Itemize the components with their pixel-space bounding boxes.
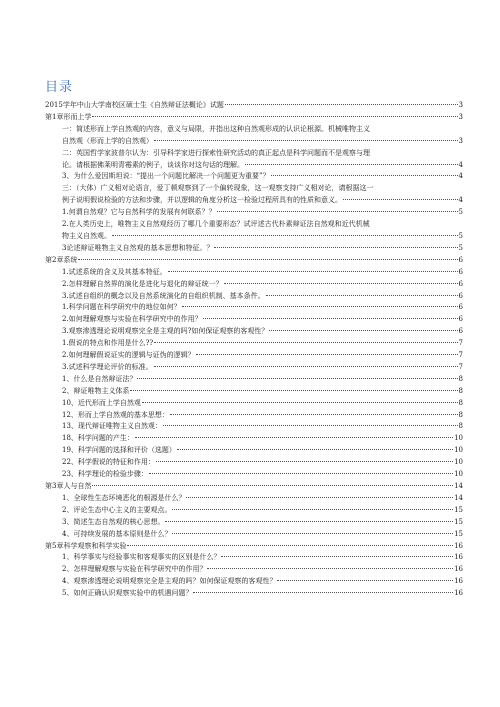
- toc-entry-page-number: 15: [454, 517, 463, 526]
- toc-entry-text: 第1章形而上学: [45, 112, 92, 121]
- toc-entry[interactable]: [45, 433, 463, 445]
- toc-entry-page-number: 7: [458, 339, 463, 348]
- toc-entry-page-number: 5: [458, 208, 463, 217]
- toc-entry-text: 22、科学假说的特征和作用：: [62, 458, 155, 467]
- toc-entry[interactable]: [45, 529, 463, 541]
- dot-leader: [154, 366, 458, 367]
- toc-entry-page-number: 8: [458, 410, 463, 419]
- toc-entry-page-number: 3: [458, 101, 463, 109]
- dot-leader: [221, 556, 453, 557]
- toc-entry[interactable]: [45, 219, 463, 243]
- toc-entry-page-number: 15: [454, 505, 463, 514]
- dot-leader: [172, 533, 453, 534]
- dot-leader: [92, 485, 453, 486]
- toc-entry-text: 1.何谓自然观？它与自然科学的发展有何联系？？: [62, 208, 216, 217]
- toc-entry-page-number: 7: [458, 362, 463, 371]
- toc-entry[interactable]: [45, 291, 463, 303]
- dot-leader: [196, 354, 458, 355]
- toc-entry[interactable]: [45, 505, 463, 517]
- dot-leader: [207, 568, 453, 569]
- toc-entry[interactable]: [45, 112, 463, 124]
- toc-entry-text: 2015学年中山大学南校区硕士生《自然辩证法概论》试题: [45, 101, 224, 109]
- toc-entry-text: 第5章科学观察和科学实验: [45, 541, 127, 550]
- toc-entry-page-number: 4: [458, 196, 463, 205]
- toc-entry[interactable]: [45, 100, 463, 112]
- toc-entry-text: 5、如何正确认识观察实验中的机遇问题？: [62, 589, 193, 598]
- toc-entry-text: 3论述辩证唯物主义自然观的基本思想和特征。？: [62, 243, 214, 252]
- toc-entry[interactable]: [45, 481, 463, 493]
- dot-leader: [92, 116, 457, 117]
- dot-leader: [156, 461, 453, 462]
- toc-entry-page-number: 8: [458, 398, 463, 407]
- toc-entry-text: 13、现代辩证唯物主义自然观：: [62, 422, 162, 431]
- toc-entry[interactable]: [45, 421, 463, 433]
- toc-entry[interactable]: [45, 243, 463, 255]
- toc-entry[interactable]: [45, 386, 463, 398]
- dot-leader: [112, 235, 458, 236]
- toc-entry-text: 1.试述系统的含义及其基本特征。: [62, 267, 167, 276]
- toc-entry-page-number: 5: [458, 243, 463, 252]
- toc-entry-text: 例子说明假说检验的方法和步骤，并以逻辑的角度分析这一检验过程所具有的性质和意义。: [62, 196, 342, 205]
- toc-entry[interactable]: [45, 362, 463, 374]
- toc-entry[interactable]: [45, 124, 463, 148]
- toc-entry[interactable]: [45, 148, 463, 172]
- toc-entry[interactable]: [45, 564, 463, 576]
- toc-entry-page-number: 3: [458, 112, 463, 121]
- toc-entry[interactable]: [45, 338, 463, 350]
- toc-entry[interactable]: [45, 267, 463, 279]
- toc-entry-text: 23、科学理论的检验步骤：: [62, 470, 148, 479]
- dot-leader: [149, 473, 453, 474]
- toc-entry-page-number: 6: [458, 291, 463, 300]
- toc-entry-page-number: 5: [458, 231, 463, 240]
- toc-entry-text: 2、怎样理解观察与实验在科学研究中的作用？: [62, 565, 207, 574]
- toc-entry-text-line1: 二：英国哲学家波普尔认为：引导科学家进行探索性研究活动的真正起点是科学问题而不是观察与理: [62, 148, 370, 157]
- toc-entry-page-number: 14: [454, 482, 463, 490]
- dot-leader: [163, 425, 458, 426]
- toc-entry-text: 12、形而上学自然观的基本思想：: [62, 410, 169, 419]
- dot-leader: [203, 318, 458, 319]
- dot-leader: [154, 140, 458, 141]
- toc-entry[interactable]: [45, 493, 463, 505]
- toc-entry[interactable]: [45, 588, 463, 600]
- toc-entry[interactable]: [45, 171, 463, 183]
- toc-entry-text: 论。请根据佛莱明青霉素的例子，谈谈你对这句话的理解。: [62, 160, 244, 169]
- toc-entry-text: 3、简述生态自然观的核心思想。: [62, 517, 165, 526]
- toc-entry-page-number: 15: [454, 529, 463, 538]
- toc-entry-text: 4、可持续发展的基本原则是什么？: [62, 529, 172, 538]
- toc-entry-page-number: 14: [454, 493, 463, 502]
- dot-leader: [142, 402, 458, 403]
- toc-entry-text: 10、近代形而上学自然观: [62, 398, 141, 407]
- toc-entry-page-number: 6: [458, 255, 463, 264]
- toc-entry-text: 1、全球性生态环境恶化的根源是什么？: [62, 493, 186, 502]
- toc-entry-text: 2.如何理解假说证实的逻辑与证伪的逻辑？: [62, 351, 195, 360]
- toc-entry-text: 1.假说的特点和作用是什么??: [62, 339, 154, 348]
- toc-title: 目录: [45, 80, 74, 95]
- toc-entry[interactable]: [45, 469, 463, 481]
- toc-entry-page-number: 6: [458, 303, 463, 312]
- toc-entry-text: 18、科学问题的产生：: [62, 434, 134, 443]
- toc-entry-text: 2、辩证唯物主义体系: [62, 386, 130, 395]
- toc-entry-page-number: 10: [454, 470, 463, 479]
- toc-entry-page-number: 16: [454, 553, 463, 562]
- table-of-contents: [45, 100, 463, 600]
- toc-entry[interactable]: [45, 552, 463, 564]
- toc-entry[interactable]: [45, 183, 463, 207]
- dot-leader: [277, 580, 453, 581]
- dot-leader: [137, 378, 457, 379]
- toc-entry[interactable]: [45, 398, 463, 410]
- toc-entry[interactable]: [45, 326, 463, 338]
- toc-entry-text: 自然观（形而上学的自然观）: [62, 136, 153, 145]
- dot-leader: [217, 211, 458, 212]
- toc-entry-page-number: 6: [458, 327, 463, 336]
- dot-leader: [168, 271, 458, 272]
- toc-entry-text: 第2章系统: [45, 255, 78, 264]
- dot-leader: [130, 390, 457, 391]
- toc-entry-text: 2.如何理解观察与实验在科学研究中的作用？: [62, 315, 202, 324]
- dot-leader: [266, 295, 458, 296]
- toc-entry-page-number: 8: [458, 422, 463, 431]
- dot-leader: [225, 104, 458, 105]
- toc-entry[interactable]: [45, 279, 463, 291]
- dot-leader: [170, 414, 458, 415]
- toc-entry-text: 1、科学事实与经验事实和客观事实的区别是什么？: [62, 553, 221, 562]
- dot-leader: [78, 259, 457, 260]
- toc-entry[interactable]: [45, 255, 463, 267]
- toc-entry-page-number: 16: [454, 577, 463, 586]
- toc-entry[interactable]: [45, 207, 463, 219]
- toc-entry-page-number: 3: [458, 136, 463, 145]
- toc-entry-page-number: 6: [458, 279, 463, 288]
- toc-entry[interactable]: [45, 410, 463, 422]
- dot-leader: [269, 330, 457, 331]
- toc-entry-page-number: 8: [458, 374, 463, 383]
- toc-entry-text: 2、评论生态中心主义的主要观点。: [62, 505, 172, 514]
- dot-leader: [165, 521, 453, 522]
- toc-entry-page-number: 8: [458, 386, 463, 395]
- toc-entry-text: 第3章人与自然: [45, 482, 92, 490]
- toc-entry-text: 1、什么是自然辩证法？: [62, 374, 137, 383]
- toc-entry-page-number: 4: [458, 160, 463, 169]
- dot-leader: [214, 247, 457, 248]
- dot-leader: [182, 306, 458, 307]
- toc-entry-page-number: 6: [458, 315, 463, 324]
- dot-leader: [224, 283, 458, 284]
- toc-entry[interactable]: [45, 457, 463, 469]
- toc-entry-text: 2.怎样理解自然界的演化是进化与退化的辩证统一？: [62, 279, 223, 288]
- toc-entry-text: 3.观察渗透理论说明观察完全是主观的吗?如何保证观察的客观性？: [62, 327, 269, 336]
- toc-entry-text-line1: 一：简述形而上学自然观的内容，意义与局限，并指出这种自然观形成的认识论根源。机械唯物主义: [62, 124, 370, 133]
- toc-entry-page-number: 16: [454, 565, 463, 574]
- toc-entry-page-number: 7: [458, 351, 463, 360]
- toc-entry-page-number: 10: [454, 458, 463, 467]
- toc-entry-page-number: 4: [458, 172, 463, 181]
- dot-leader: [172, 509, 453, 510]
- toc-entry[interactable]: [45, 541, 463, 553]
- toc-entry[interactable]: [45, 302, 463, 314]
- toc-entry-text: 3.试述科学理论评价的标准。: [62, 362, 153, 371]
- toc-entry-text: 物主义自然观。: [62, 231, 111, 240]
- toc-entry-text: 3、为什么爱因斯坦说：“提出一个问题比解决一个问题更为重要”？: [62, 172, 270, 181]
- toc-entry-page-number: 16: [454, 541, 463, 550]
- toc-entry-text: 1.科学问题在科学研究中的地位如何？: [62, 303, 181, 312]
- dot-leader: [177, 449, 453, 450]
- toc-entry-page-number: 10: [454, 434, 463, 443]
- dot-leader: [186, 497, 453, 498]
- toc-entry-page-number: 10: [454, 446, 463, 455]
- dot-leader: [135, 437, 453, 438]
- toc-entry[interactable]: [45, 374, 463, 386]
- toc-entry[interactable]: [45, 350, 463, 362]
- dot-leader: [271, 175, 458, 176]
- dot-leader: [127, 545, 453, 546]
- toc-entry-text-line1: 三：（大体）广义相对论语言，爱丁顿观察到了一个偏转现象，这一观察支持广义相对论，请根据这一: [62, 184, 374, 193]
- toc-entry-page-number: 6: [458, 267, 463, 276]
- dot-leader: [343, 199, 458, 200]
- toc-entry-text: 19、科学问题的选择和评价（选题）: [62, 446, 176, 455]
- toc-entry[interactable]: [45, 314, 463, 326]
- toc-entry-text-line1: 2.在人类历史上，唯物主义自然观经历了哪几个重要形态？试评述古代朴素辩证法自然观和近代机械: [62, 220, 370, 229]
- toc-entry-text: 3.试述自组织的概念以及自然系统演化的自组织机制、基本条件。: [62, 291, 265, 300]
- toc-entry-page-number: 16: [454, 589, 463, 598]
- toc-entry[interactable]: [45, 517, 463, 529]
- toc-entry[interactable]: [45, 576, 463, 588]
- dot-leader: [193, 592, 453, 593]
- dot-leader: [154, 342, 457, 343]
- toc-entry-text: 4、观察渗透理论说明观察完全是主观的吗？如何保证观察的客观性？: [62, 577, 277, 586]
- toc-entry[interactable]: [45, 445, 463, 457]
- dot-leader: [245, 164, 458, 165]
